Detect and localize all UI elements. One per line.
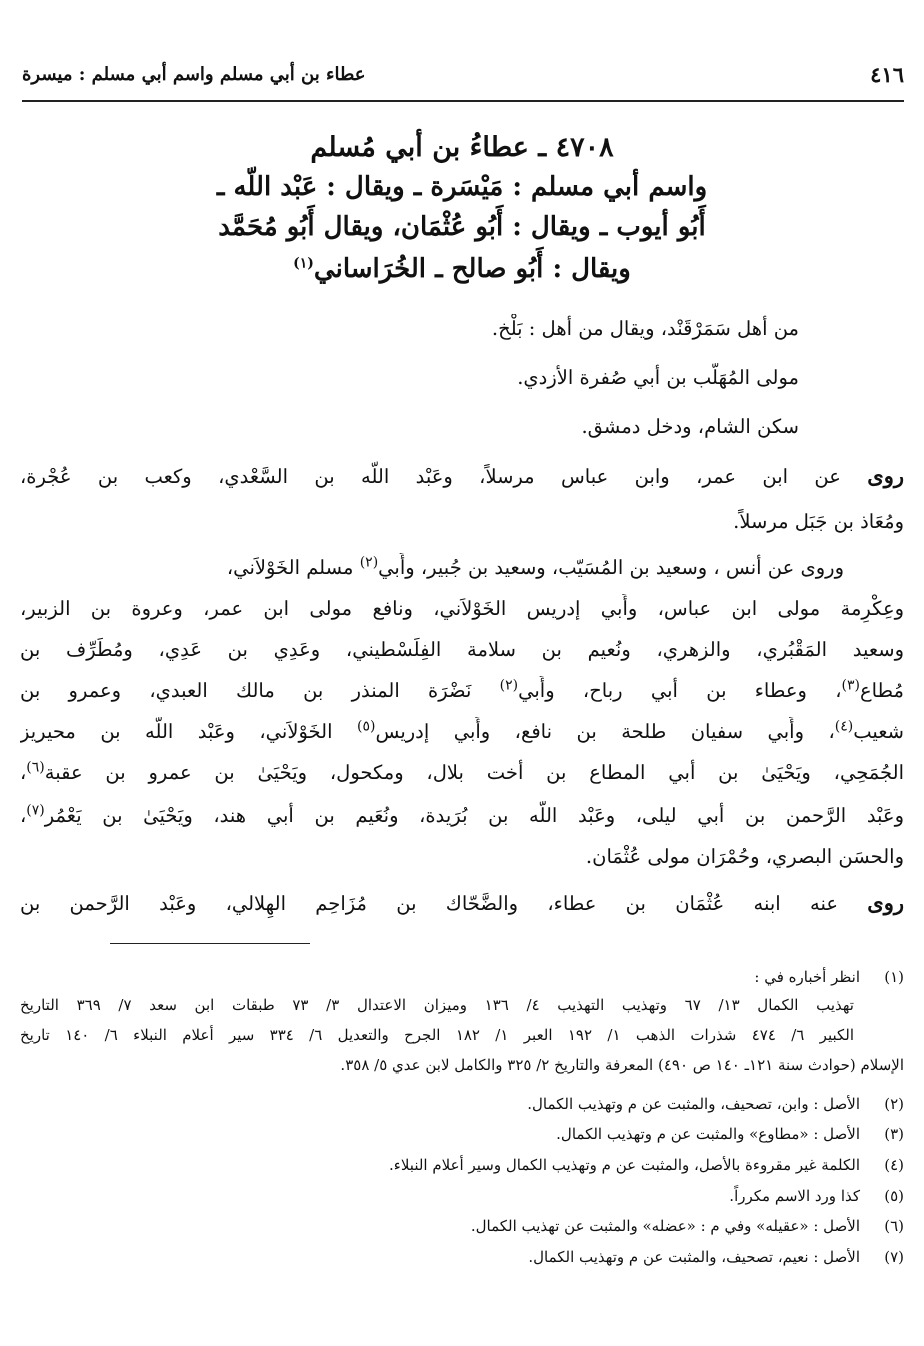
footnote-ref-5: (٥) [356,718,376,735]
footnote-ref-7: (٧) [26,802,45,819]
body-line-7: وعِكْرِمة مولى ابن عباس، وأَبي إدريس الخَوْلاَني، ونافع مولى ابن عمر، وعروة بن الزبير، [20,597,904,620]
footnote-4-text: الكلمة غير مقروءة بالأصل، والمثبت عن م وتهذيب الكمال وسير أعلام النبلاء. [389,1156,860,1174]
footnote-3-text: الأصل : «مطاوع» والمثبت عن م وتهذيب الكمال. [556,1125,860,1143]
body-line-5: ومُعَاذ بن جَبَل مرسلاً. [733,510,904,533]
body-line-4 [20,461,904,491]
body-line-10 [20,717,904,747]
footnote-5 [20,1183,904,1209]
footnote-1-number: (١) [884,968,904,986]
footnote-ref-2: (٢) [359,554,379,571]
keyword-rawa-2: روى [867,890,904,915]
footnote-ref-2b: (٢) [499,677,519,694]
footnote-rule [110,943,310,944]
body-line-12-text-b: ، [20,804,27,827]
entry-title-line-4-text: ويقال : أَبُو صالح ـ الخُرَاساني [313,254,631,284]
body-line-8: وسعيد المَقْبُري، والزهري، ونُعيم بن سلامة الفِلَسْطيني، وعَدِي بن عَدِي، ومُطَرِّف بن [20,638,904,661]
header-rule [22,100,904,102]
keyword-rawa: روى [867,463,904,488]
body-line-9 [20,676,904,706]
body-line-6 [20,553,844,583]
footnote-ref-6: (٦) [26,759,45,776]
entry-title-line-2: واسم أبي مسلم : مَيْسَرة ـ ويقال : عَبْد اللّه ـ [216,172,708,202]
footnote-3-number: (٣) [884,1125,904,1143]
body-line-6-text-b: مسلم الخَوْلاَني، [226,556,354,579]
body-line-14 [20,888,904,918]
body-line-9-text-a: مُطاع [859,679,904,702]
page-header [22,62,904,98]
entry-title-line-1: ٤٧٠٨ ـ عطاءُ بن أبي مُسلم [310,132,614,163]
footnote-ref-3: (٣) [841,677,860,694]
footnote-6 [20,1213,904,1239]
footnote-6-text: الأصل : «عقيله» وفي م : «عضله» والمثبت عن تهذيب الكمال. [470,1217,860,1235]
footnote-2-number: (٢) [884,1095,904,1113]
footnote-2-text: الأصل : وابن، تصحيف، والمثبت عن م وتهذيب الكمال. [527,1095,860,1113]
footnote-5-text: كذا ورد الاسم مكرراً. [729,1187,860,1205]
footnote-1-line-3: الإسلام (حوادث سنة ١٢١ـ ١٤٠ ص ٤٩٠) المعرفة والتاريخ ٢/ ٣٢٥ والكامل لابن عدي ٥/ ٣٥٨. [340,1056,904,1074]
body-line-11-text-b: ، [20,761,27,784]
footnote-7-number: (٧) [884,1248,904,1266]
page-number: ٤١٦ [870,62,904,87]
footnote-7 [20,1244,904,1270]
footnote-1 [20,964,904,990]
body-line-11 [20,758,904,788]
footnote-6-number: (٦) [884,1217,904,1235]
footnote-7-text: الأصل : نعيم، تصحيف، والمثبت عن م وتهذيب الكمال. [528,1248,860,1266]
body-line-10-text-b: ، وأَبي سفيان طلحة بن نافع، وأَبي إدريس [375,720,835,743]
footnote-1-line-1: تهذيب الكمال ١٣/ ٦٧ وتهذيب التهذيب ٤/ ١٣٦ وميزان الاعتدال ٣/ ٧٣ طبقات ابن سعد ٧/ ٣٦٩ التاريخ [20,996,854,1014]
entry-title-line-3: أَبُو أيوب ـ ويقال : أَبُو عُثْمَان، ويقال أَبُو مُحَمَّد [218,212,706,242]
running-title: عطاء بن أبي مسلم واسم أبي مسلم : ميسرة [22,64,366,85]
footnote-1-head: انظر أخباره في : [754,968,860,986]
footnote-3 [20,1121,904,1147]
body-line-2: مولى المُهَلَّب بن أبي صُفرة الأزدي. [517,366,799,389]
body-line-4-text: عن ابن عمر، وابن عباس مرسلاً، وعَبْد اللّه بن السَّعْدي، وكعب بن عُجْرة، [20,465,841,488]
footnote-ref-1: (١) [293,255,314,272]
body-line-14-text: عنه ابنه عُثْمَان بن عطاء، والضَّحّاك بن مُزَاحِم الهِلالي، وعَبْد الرَّحمن بن [20,892,838,915]
body-line-1: من أهل سَمَرْقَنْد، ويقال من أهل : بَلْخ. [491,317,799,340]
body-line-9-text-c: نَضْرَة المنذر بن مالك العبدي، وعمرو بن [20,679,472,702]
body-line-11-text-a: الجُمَحِي، ويَحْيَىٰ بن أبي المطاع بن أخت بلال، ومكحول، ويَحْيَىٰ بن عمرو بن عقبة [44,761,904,784]
body-line-12 [20,801,904,831]
body-line-12-text-a: وعَبْد الرَّحمن بن أبي ليلى، وعَبْد اللّه بن بُرَيدة، ونُعَيم بن أبي هند، ويَحْيَىٰ بن يَعْمُر [44,804,904,827]
footnote-4-number: (٤) [884,1156,904,1174]
footnote-5-number: (٥) [884,1187,904,1205]
body-line-6-text-a: وروى عن أنس ، وسعيد بن المُسَيّب، وسعيد بن جُبير، وأَبي [378,556,844,579]
body-line-13: والحسَن البصري، وحُمْرَان مولى عُثْمَان. [585,845,904,868]
footnote-ref-4: (٤) [834,718,854,735]
body-line-10-text-a: شعيب [853,720,904,743]
footnote-2 [20,1091,904,1117]
body-line-10-text-c: الخَوْلاَني، وعَبْد اللّه بن محيريز [20,720,333,743]
footnote-4 [20,1152,904,1178]
body-line-3: سكن الشام، ودخل دمشق. [581,415,799,438]
body-line-9-text-b: ، وعطاء بن أبي رباح، وأَبي [518,679,842,702]
footnote-1-line-2: الكبير ٦/ ٤٧٤ شذرات الذهب ١/ ١٩٢ العبر ١/ ١٨٢ الجرح والتعديل ٦/ ٣٣٤ سير أعلام النبلاء ٦/ ١٤٠ تاريخ [20,1026,854,1044]
entry-title-line-4 [40,254,884,284]
